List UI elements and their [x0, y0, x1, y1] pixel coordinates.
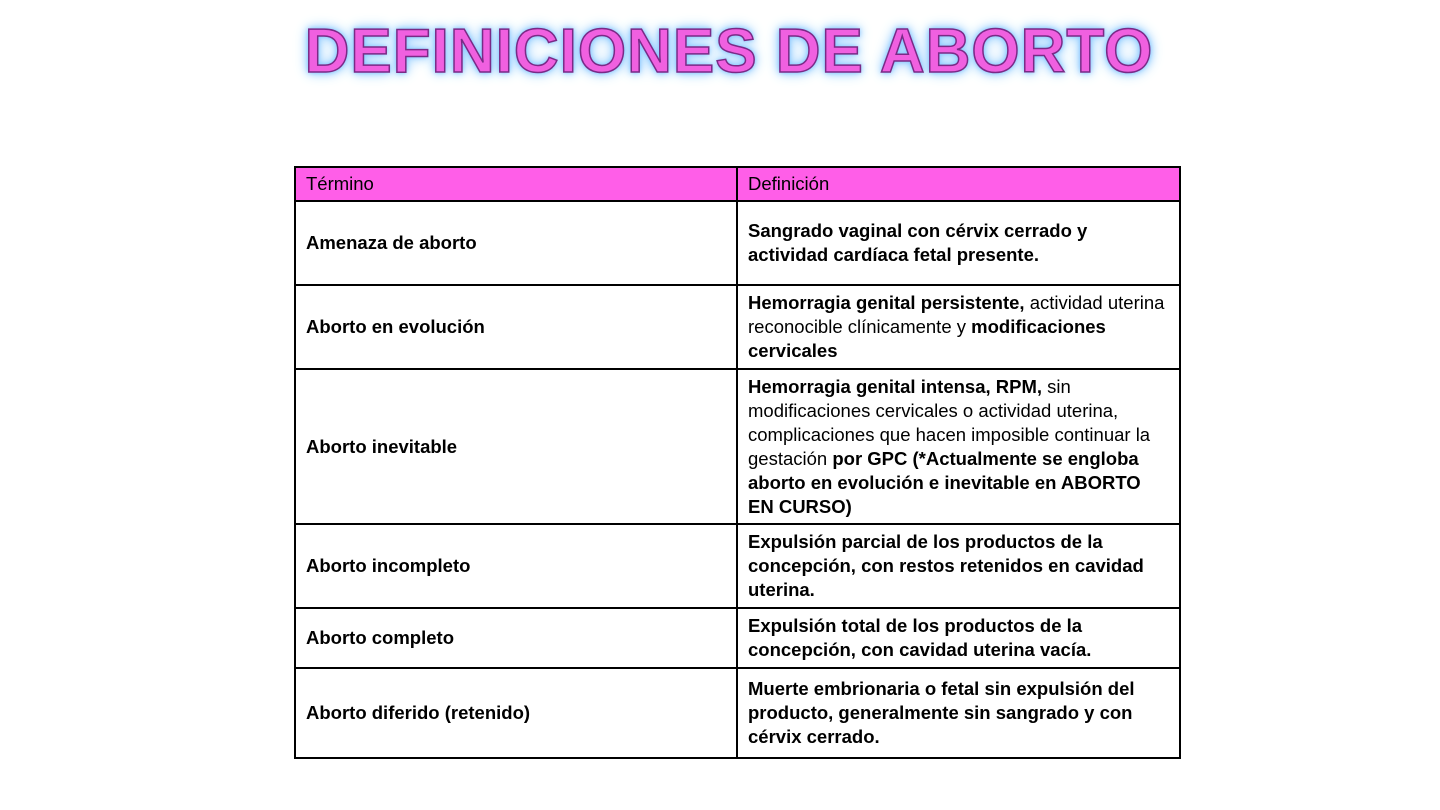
definition-cell [737, 369, 1180, 524]
column-header-definition: Definición [737, 167, 1180, 201]
table-row [295, 201, 1180, 285]
definition-text: sin modificaciones cervicales o actividad uterina, complicaciones que hacen imposible continuar la gestación [748, 375, 1151, 469]
definition-cell [737, 285, 1180, 369]
definition-cell [737, 524, 1180, 608]
definitions-table [294, 166, 1181, 759]
definition-text: Expulsión total de los productos de la concepción, con cavidad uterina vacía. [748, 615, 1092, 660]
definition-text: Muerte embrionaria o fetal sin expulsión del producto, generalmente sin sangrado y con cérvix cerrado. [748, 678, 1135, 747]
table-row [295, 369, 1180, 524]
definition-text: modificaciones cervicales [748, 316, 1106, 361]
definition-text: Sangrado vaginal con cérvix cerrado y actividad cardíaca fetal presente. [748, 220, 1088, 265]
page-title: DEFINICIONES DE ABORTO [304, 17, 1154, 86]
term-cell: Aborto en evolución [295, 285, 737, 369]
definition-text: Expulsión parcial de los productos de la concepción, con restos retenidos en cavidad uterina. [748, 531, 1144, 600]
definition-text: por GPC (*Actualmente se engloba aborto en evolución e inevitable en ABORTO EN CURSO) [748, 447, 1141, 517]
table-row [295, 524, 1180, 608]
table-row [295, 668, 1180, 758]
definition-text: Hemorragia genital intensa, RPM, [748, 375, 1043, 397]
definition-text: Hemorragia genital persistente, [748, 292, 1025, 313]
term-cell: Amenaza de aborto [295, 201, 737, 285]
term-cell: Aborto incompleto [295, 524, 737, 608]
column-header-term: Término [295, 167, 737, 201]
table-row [295, 608, 1180, 668]
table-header-row [295, 167, 1180, 201]
definition-cell [737, 201, 1180, 285]
definition-cell [737, 608, 1180, 668]
definition-text: actividad uterina reconocible clínicamente y [748, 292, 1165, 337]
definition-cell [737, 668, 1180, 758]
term-cell: Aborto inevitable [295, 369, 737, 524]
table-row [295, 285, 1180, 369]
term-cell: Aborto completo [295, 608, 737, 668]
term-cell: Aborto diferido (retenido) [295, 668, 737, 758]
